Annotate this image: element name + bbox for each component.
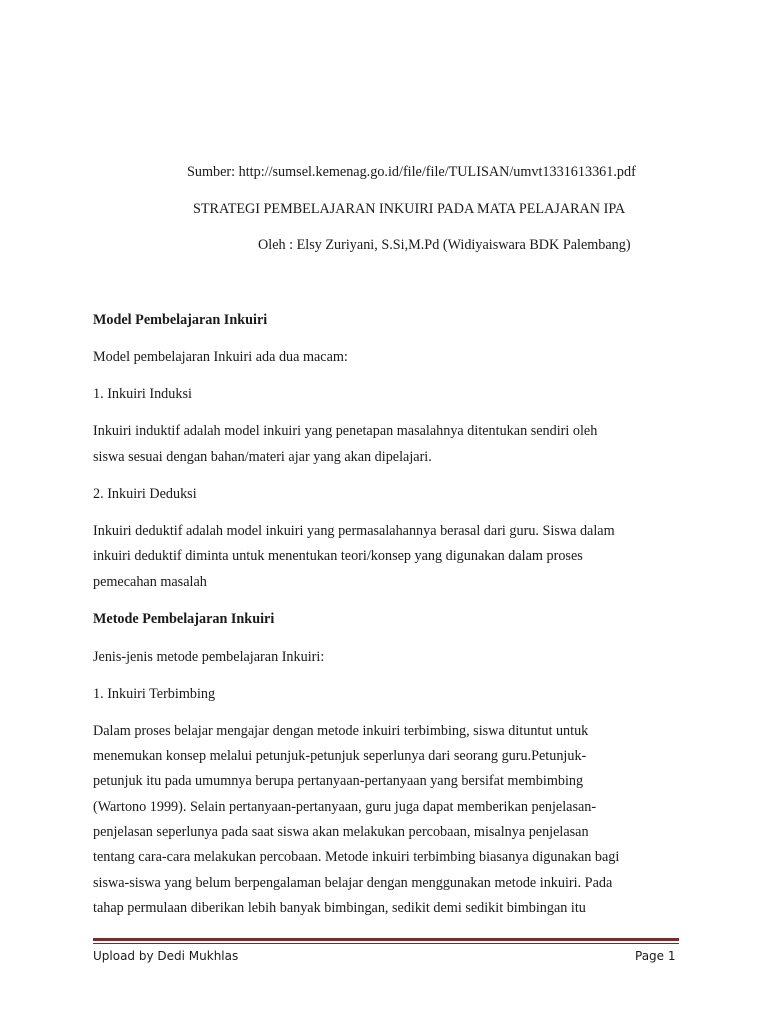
paragraph-line: Dalam proses belajar mengajar dengan metode inkuiri terbimbing, siswa dituntut untuk <box>93 723 589 739</box>
footer-page-number: Page 1 <box>635 949 676 963</box>
paragraph-line: siswa sesuai dengan bahan/materi ajar yang akan dipelajari. <box>93 449 432 465</box>
footer-rule-thin <box>93 943 679 944</box>
footer-rule-thick <box>93 938 679 941</box>
paragraph-line: menemukan konsep melalui petunjuk-petunjuk seperlunya dari seorang guru.Petunjuk- <box>93 748 587 764</box>
footer-uploader: Upload by Dedi Mukhlas <box>93 949 239 963</box>
paragraph-line: pemecahan masalah <box>93 574 207 590</box>
document-title: STRATEGI PEMBELAJARAN INKUIRI PADA MATA PELAJARAN IPA <box>193 201 626 217</box>
list-item-title: 1. Inkuiri Terbimbing <box>93 686 216 702</box>
section-intro-model: Model pembelajaran Inkuiri ada dua macam: <box>93 349 348 365</box>
paragraph-line: inkuiri deduktif diminta untuk menentukan teori/konsep yang digunakan dalam proses <box>93 548 583 564</box>
paragraph-line: tahap permulaan diberikan lebih banyak bimbingan, sedikit demi sedikit bimbingan itu <box>93 900 586 916</box>
paragraph-line: (Wartono 1999). Selain pertanyaan-pertanyaan, guru juga dapat memberikan penjelasan- <box>93 799 597 815</box>
paragraph-line: penjelasan seperlunya pada saat siswa akan melakukan percobaan, misalnya penjelasan <box>93 824 589 840</box>
author-line: Oleh : Elsy Zuriyani, S.Si,M.Pd (Widiyaiswara BDK Palembang) <box>258 237 631 253</box>
paragraph-line: siswa-siswa yang belum berpengalaman belajar dengan menggunakan metode inkuiri. Pada <box>93 875 613 891</box>
list-item-title: 2. Inkuiri Deduksi <box>93 486 197 502</box>
section-heading-metode: Metode Pembelajaran Inkuiri <box>93 611 275 627</box>
section-intro-metode: Jenis-jenis metode pembelajaran Inkuiri: <box>93 649 325 665</box>
paragraph-line: Inkuiri induktif adalah model inkuiri yang penetapan masalahnya ditentukan sendiri oleh <box>93 423 598 439</box>
paragraph-line: Inkuiri deduktif adalah model inkuiri yang permasalahannya berasal dari guru. Siswa dalam <box>93 523 615 539</box>
list-item-title: 1. Inkuiri Induksi <box>93 386 192 402</box>
paragraph-line: tentang cara-cara melakukan percobaan. Metode inkuiri terbimbing biasanya digunakan bagi <box>93 849 620 865</box>
source-line: Sumber: http://sumsel.kemenag.go.id/file/file/TULISAN/umvt1331613361.pdf <box>187 164 636 180</box>
paragraph-line: petunjuk itu pada umumnya berupa pertanyaan-pertanyaan yang bersifat membimbing <box>93 773 584 789</box>
section-heading-model: Model Pembelajaran Inkuiri <box>93 312 268 328</box>
